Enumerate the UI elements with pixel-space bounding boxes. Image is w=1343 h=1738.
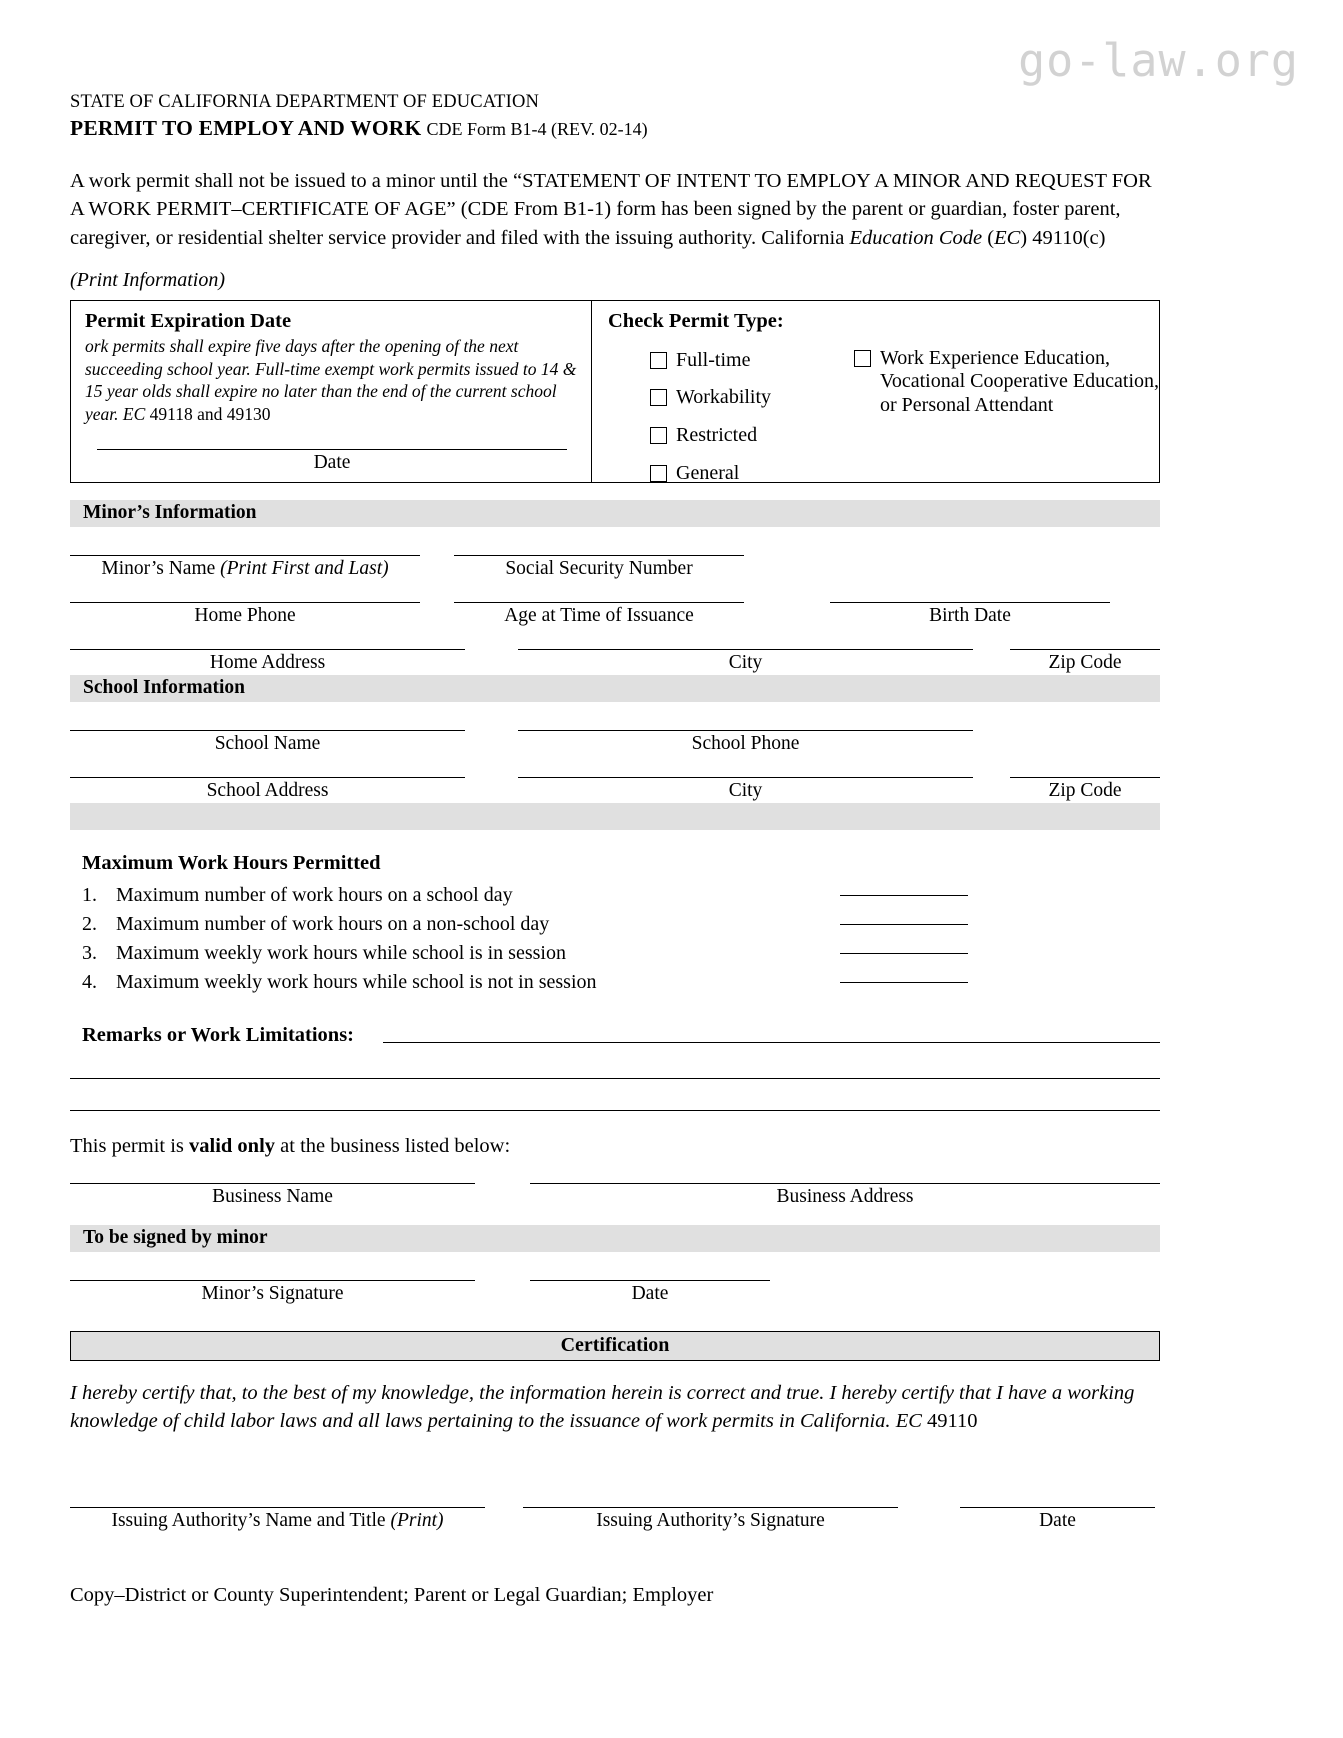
permit-type-heading: Check Permit Type:	[608, 309, 784, 332]
field-minor-signature-date	[530, 1280, 770, 1305]
certification-statement	[70, 1379, 1160, 1436]
max-hours-school-day-input[interactable]	[840, 895, 968, 896]
school-name-caption: School Name	[214, 732, 321, 754]
permit-expiration-heading: Permit Expiration Date	[85, 309, 292, 332]
school-zip-code-caption: Zip Code	[1048, 779, 1122, 801]
age-at-issuance-caption: Age at Time of Issuance	[504, 604, 694, 626]
permit-expiration-ec-cites: 49118 and 49130	[145, 404, 271, 425]
school-address-input[interactable]	[70, 777, 465, 778]
max-hours-non-school-day-input[interactable]	[840, 924, 968, 925]
permit-type-option-work-experience-education[interactable]	[854, 347, 1164, 418]
permit-type-panel	[592, 301, 1159, 482]
permit-expiration-body	[85, 335, 577, 426]
home-phone-caption: Home Phone	[194, 604, 296, 626]
section-header-certification: Certification	[70, 1331, 1160, 1361]
item-label: Maximum number of work hours on a non-school day	[116, 912, 550, 935]
checkbox-icon[interactable]	[650, 465, 667, 482]
permit-type-label: General	[676, 461, 740, 484]
permit-type-label: Work Experience Education, Vocational Cooperative Education, or Personal Attendant	[880, 346, 1159, 417]
business-row	[70, 1183, 1160, 1208]
watermark-go-law-org: go-law.org	[1018, 34, 1299, 87]
department-heading: STATE OF CALIFORNIA DEPARTMENT OF EDUCATION	[70, 92, 539, 112]
permit-expiration-panel	[71, 301, 592, 482]
age-at-issuance-input[interactable]	[454, 602, 744, 603]
permit-type-label: Full-time	[676, 348, 751, 371]
issuing-authority-date-caption: Date	[1039, 1510, 1076, 1532]
remarks-input-line-2[interactable]	[70, 1078, 1160, 1079]
field-minors-name	[70, 555, 420, 580]
issuing-authority-date-input[interactable]	[960, 1507, 1155, 1508]
copy-distribution-note: Copy–District or County Superintendent; Parent or Legal Guardian; Employer	[70, 1584, 714, 1607]
field-issuing-authority-name-title	[70, 1507, 485, 1532]
intro-text-part3: ) 49110(c)	[1020, 226, 1106, 249]
minor-signature-row	[70, 1280, 1160, 1305]
remarks-input-line-3[interactable]	[70, 1110, 1160, 1111]
minors-signature-input[interactable]	[70, 1280, 475, 1281]
checkbox-icon[interactable]	[650, 352, 667, 369]
field-home-address	[70, 649, 465, 674]
school-city-caption: City	[728, 779, 763, 801]
valid-only-before: This permit is	[70, 1134, 190, 1157]
max-work-hours-list	[70, 884, 1160, 994]
field-minors-signature	[70, 1280, 475, 1305]
school-zip-code-input[interactable]	[1010, 777, 1160, 778]
valid-only-statement	[70, 1135, 1160, 1158]
home-city-caption: City	[728, 651, 763, 673]
field-age-at-issuance	[454, 602, 744, 627]
minor-info-row-3	[70, 649, 1160, 674]
certification-ec-label: EC	[895, 1410, 922, 1433]
permit-expiration-ec-label: EC	[122, 404, 146, 425]
intro-text-part1: A work permit shall not be issued to a minor until the “STATEMENT OF INTENT TO EMPLOY A MINOR AND REQUEST FOR A WORK PERMIT–CERTIFICATE OF AGE” (CDE From B1-1) form has been signed by the parent or guardian, foster parent, caregiver, or residential shelter service provider and filed with the issuing authority. California	[70, 170, 1152, 249]
school-phone-caption: School Phone	[691, 732, 800, 754]
field-home-zip-code	[1010, 649, 1160, 674]
business-address-input[interactable]	[530, 1183, 1160, 1184]
field-school-name	[70, 730, 465, 755]
field-issuing-authority-date	[960, 1507, 1155, 1532]
home-phone-input[interactable]	[70, 602, 420, 603]
item-number: 1.	[82, 883, 97, 906]
expiration-date-field	[97, 449, 567, 474]
permit-type-option-general[interactable]	[650, 462, 900, 486]
max-work-hours-title: Maximum Work Hours Permitted	[82, 851, 381, 874]
checkbox-icon[interactable]	[650, 427, 667, 444]
item-label: Maximum weekly work hours while school is not in session	[116, 970, 597, 993]
field-home-phone	[70, 602, 420, 627]
home-zip-code-caption: Zip Code	[1048, 651, 1122, 673]
list-item	[70, 913, 1160, 936]
expiration-date-input[interactable]	[97, 449, 567, 450]
section-header-school-information: School Information	[70, 675, 1160, 702]
list-item	[70, 971, 1160, 994]
business-name-input[interactable]	[70, 1183, 475, 1184]
intro-education-code: Education Code	[849, 226, 983, 249]
birth-date-input[interactable]	[830, 602, 1110, 603]
valid-only-emphasis: valid only	[189, 1134, 276, 1157]
permit-type-label: Restricted	[676, 424, 758, 447]
form-code: CDE Form B1-4 (REV. 02-14)	[426, 119, 648, 139]
issuing-authority-name-title-caption: Issuing Authority’s Name and Title (Print)	[111, 1510, 444, 1532]
field-school-phone	[518, 730, 973, 755]
certification-text: I hereby certify that, to the best of my knowledge, the information herein is correct and true. I hereby certify that I have a working knowledge of child labor laws and all laws pertaining to the issuance of work permits in California.	[70, 1381, 1135, 1433]
intro-paragraph	[70, 167, 1160, 252]
field-home-city	[518, 649, 973, 674]
minors-signature-caption: Minor’s Signature	[201, 1282, 344, 1304]
birth-date-caption: Birth Date	[929, 604, 1011, 626]
school-name-input[interactable]	[70, 730, 465, 731]
field-school-zip-code	[1010, 777, 1160, 802]
item-number: 2.	[82, 912, 97, 935]
permit-type-label: Workability	[676, 386, 772, 409]
home-address-caption: Home Address	[209, 651, 326, 673]
max-weekly-hours-not-in-session-input[interactable]	[840, 982, 968, 983]
item-label: Maximum weekly work hours while school is in session	[116, 941, 566, 964]
field-business-address	[530, 1183, 1160, 1208]
school-city-input[interactable]	[518, 777, 973, 778]
minors-name-caption: Minor’s Name (Print First and Last)	[101, 557, 389, 579]
remarks-row	[70, 1024, 1160, 1047]
page-title: PERMIT TO EMPLOY AND WORK	[70, 116, 422, 140]
school-phone-input[interactable]	[518, 730, 973, 731]
field-business-name	[70, 1183, 475, 1208]
issuing-authority-signature-input[interactable]	[523, 1507, 898, 1508]
form-title-row	[70, 116, 1160, 141]
section-header-to-be-signed-by-minor: To be signed by minor	[70, 1225, 1160, 1252]
item-number: 4.	[82, 970, 97, 993]
checkbox-icon[interactable]	[650, 389, 667, 406]
print-information-note: (Print Information)	[70, 268, 225, 291]
item-label: Maximum number of work hours on a school day	[116, 883, 513, 906]
home-zip-code-input[interactable]	[1010, 649, 1160, 650]
list-item	[70, 942, 1160, 965]
item-number: 3.	[82, 941, 97, 964]
issuing-authority-row	[70, 1507, 1160, 1532]
checkbox-icon[interactable]	[854, 350, 871, 367]
minor-info-row-2	[70, 602, 1160, 627]
permit-type-options-right	[854, 347, 1164, 432]
business-address-caption: Business Address	[776, 1185, 914, 1207]
home-address-input[interactable]	[70, 649, 465, 650]
certification-ec-cites: 49110	[921, 1410, 978, 1433]
valid-only-after: at the business listed below:	[275, 1134, 511, 1157]
social-security-number-input[interactable]	[454, 555, 744, 556]
school-info-row-1	[70, 730, 1160, 755]
minor-signature-date-input[interactable]	[530, 1280, 770, 1281]
issuing-authority-signature-caption: Issuing Authority’s Signature	[596, 1510, 825, 1532]
expiration-date-caption: Date	[313, 451, 351, 473]
section-header-minor-information: Minor’s Information	[70, 500, 1160, 527]
field-birth-date	[830, 602, 1110, 627]
issuing-authority-name-title-input[interactable]	[70, 1507, 485, 1508]
school-info-row-2	[70, 777, 1160, 802]
minors-name-input[interactable]	[70, 555, 420, 556]
field-school-address	[70, 777, 465, 802]
field-school-city	[518, 777, 973, 802]
home-city-input[interactable]	[518, 649, 973, 650]
remarks-input-line-1[interactable]	[383, 1042, 1160, 1043]
school-address-caption: School Address	[206, 779, 329, 801]
minor-signature-date-caption: Date	[631, 1282, 669, 1304]
intro-text-part2: (	[982, 226, 995, 249]
business-name-caption: Business Name	[212, 1185, 333, 1207]
remarks-label: Remarks or Work Limitations:	[82, 1023, 355, 1046]
permit-header-box	[70, 300, 1160, 483]
social-security-number-caption: Social Security Number	[505, 557, 693, 579]
intro-ec-abbrev: EC	[994, 226, 1021, 249]
list-item	[70, 884, 1160, 907]
field-social-security-number	[454, 555, 744, 580]
minor-info-row-1	[70, 555, 1160, 580]
form-content	[70, 0, 1160, 1607]
permit-expiration-text: ork permits shall expire five days after the opening of the next succeeding school year. Full-time exempt work permits issued to 14 & 15 year olds shall expire no later than the end of the current school year.	[85, 335, 577, 425]
field-issuing-authority-signature	[523, 1507, 898, 1532]
section-divider-bar	[70, 803, 1160, 830]
max-weekly-hours-in-session-input[interactable]	[840, 953, 968, 954]
